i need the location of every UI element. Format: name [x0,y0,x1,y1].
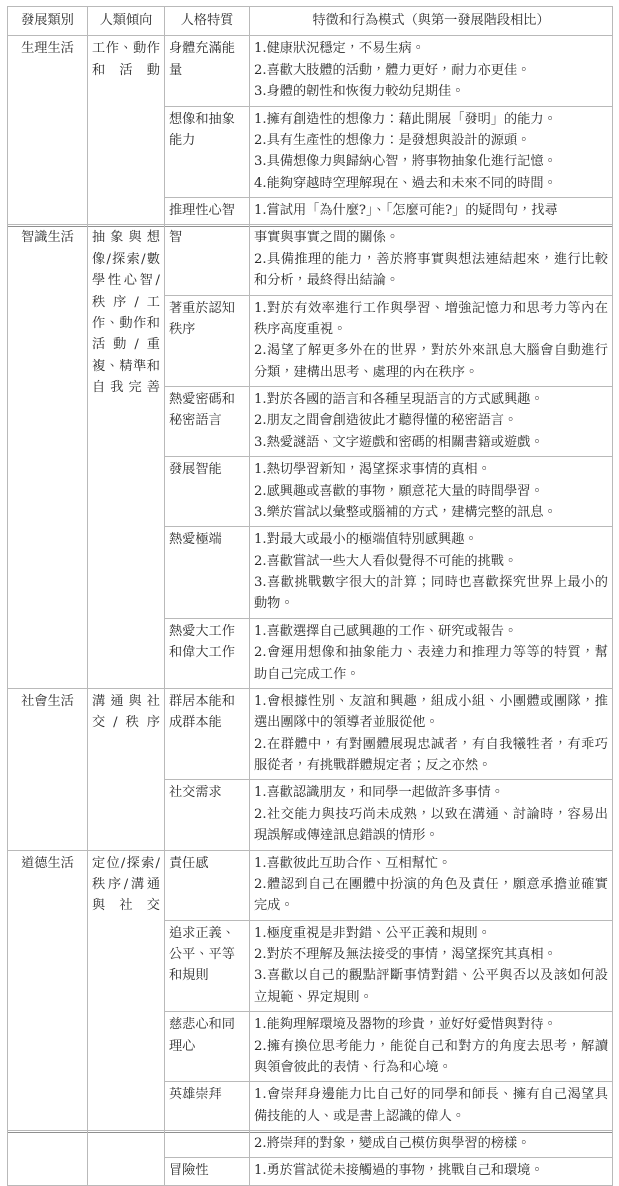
cell-personality-trait: 熱愛極端 [165,527,250,619]
cell-development-category [8,1131,88,1186]
cell-development-category: 生理生活 [8,36,88,225]
cell-development-category: 道德生活 [8,850,88,1131]
table-row [8,850,613,920]
behaviour-description-line: 1.健康狀況穩定，不易生病。 [254,41,425,57]
behaviour-description-line: 1.對於各國的語言和各種呈現語言的方式感興趣。 [254,392,544,407]
cell-human-tendency [88,850,165,1131]
behaviour-description-line: 4.能夠穿越時空理解現在、過去和未來不同的時間。 [254,175,557,191]
column-header-trait: 人格特質 [165,7,250,36]
cell-behaviour-description [250,1158,613,1185]
development-stage-table [7,6,613,1186]
behaviour-description-line: 1.對於有效率進行工作與學習、增強記憶力和思考力等內在秩序高度重視。 [254,300,608,337]
behaviour-description-line: 2.渴望了解更多外在的世界，對於外來訊息大腦會自動進行分類，建構出思考、處理的內在秩序。 [254,343,608,380]
behaviour-description-line: 3.喜歡以自己的觀點評斷事情對錯、公平與否以及該如何設立規範、界定規則。 [254,968,608,1005]
behaviour-description-line: 1.喜歡認識朋友，和同學一起做許多事情。 [254,785,504,801]
cell-personality-trait: 熱愛密碼和秘密語言 [165,387,250,457]
cell-behaviour-description [250,198,613,225]
behaviour-description-line: 2.喜歡嘗試一些大人看似覺得不可能的挑戰。 [254,553,518,569]
cell-human-tendency [88,1131,165,1186]
cell-behaviour-description [250,106,613,198]
cell-personality-trait: 慈悲心和同理心 [165,1012,250,1082]
behaviour-description-line: 2.對於不理解及無法接受的事情，渴望探究其真相。 [254,947,557,962]
table-row [8,36,613,106]
behaviour-description-line: 2.具備推理的能力，善於將事實與想法連結起來，進行比較和分析，最終得出結論。 [254,251,608,289]
cell-personality-trait: 身體充滿能量 [165,36,250,106]
table-row [8,688,613,780]
cell-personality-trait: 群居本能和成群本能 [165,688,250,780]
cell-development-category: 社會生活 [8,688,88,850]
behaviour-description-line: 2.體認到自己在團體中扮演的角色及責任，願意承擔並確實完成。 [254,876,608,914]
cell-personality-trait: 冒險性 [165,1158,250,1185]
cell-personality-trait: 智 [165,225,250,295]
behaviour-description-line: 2.感興趣或喜歡的事物，願意花大量的時間學習。 [254,483,544,499]
cell-human-tendency [88,225,165,689]
cell-behaviour-description [250,1082,613,1131]
behaviour-description-line: 3.身體的韌性和恢復力較幼兒期佳。 [254,84,465,100]
column-header-description: 特徵和行為模式（與第一發展階段相比） [250,7,613,36]
behaviour-description-line: 2.具有生產性的想像力：是發想與設計的源頭。 [254,132,531,148]
table-body [8,36,613,1185]
behaviour-description-line: 1.會崇拜身邊能力比自己好的同學和師長、擁有自己渴望具備技能的人、或是書上認識的偉人。 [254,1087,608,1124]
cell-behaviour-description [250,1012,613,1082]
cell-behaviour-description [250,387,613,457]
cell-behaviour-description [250,780,613,850]
cell-personality-trait: 熱愛大工作和偉大工作 [165,618,250,688]
behaviour-description-line: 2.擁有換位思考能力，能從自己和對方的角度去思考，解讀與領會彼此的表情、行為和心境。 [254,1038,608,1075]
cell-behaviour-description [250,457,613,527]
cell-behaviour-description [250,1131,613,1158]
human-tendency-text: 定位/探索/秩序/溝通與社交 [92,855,160,914]
behaviour-description-line: 3.具備想像力與歸納心智，將事物抽象化進行記憶。 [254,154,557,170]
behaviour-description-line: 1.喜歡彼此互助合作、互相幫忙。 [254,855,452,871]
behaviour-description-line: 3.熱愛謎語、文字遊戲和密碼的相關書籍或遊戲。 [254,434,544,450]
table-header [8,7,613,36]
column-header-tendency: 人類傾向 [88,7,165,36]
behaviour-description-line: 1.擁有創造性的想像力：藉此開展「發明」的能力。 [254,111,557,127]
behaviour-description-line: 1.能夠理解環境及器物的珍貴，並好好愛惜與對待。 [254,1017,557,1033]
cell-behaviour-description [250,618,613,688]
cell-personality-trait: 推理性心智 [165,198,250,225]
behaviour-description-line: 2.朋友之間會創造彼此才聽得懂的秘密語言。 [254,413,518,429]
cell-behaviour-description [250,295,613,387]
cell-behaviour-description [250,688,613,780]
cell-personality-trait: 著重於認知秩序 [165,295,250,387]
cell-personality-trait: 發展智能 [165,457,250,527]
cell-personality-trait [165,1131,250,1158]
cell-behaviour-description [250,850,613,920]
cell-behaviour-description [250,920,613,1012]
behaviour-description-line: 2.喜歡大肢體的活動，體力更好，耐力亦更佳。 [254,62,531,78]
table-row [8,1131,613,1158]
human-tendency-text: 工作、動作和活動 [92,41,160,78]
cell-personality-trait: 追求正義、公平、平等和規則 [165,920,250,1012]
cell-personality-trait: 英雄崇拜 [165,1082,250,1131]
behaviour-description-line: 2.社交能力與技巧尚未成熟，以致在溝通、討論時，容易出現誤解或傳達訊息錯誤的情形。 [254,806,608,844]
cell-personality-trait: 社交需求 [165,780,250,850]
behaviour-description-line: 2.會運用想像和抽象能力、表達力和推理力等等的特質，幫助自己完成工作。 [254,645,608,682]
human-tendency-text: 抽象與想像/探索/數學性心智/秩序/工作、動作和活動/重複、精準和自我完善 [92,230,160,395]
behaviour-description-line: 1.會根據性別、友誼和興趣，組成小組、小團體或團隊，推選出團隊中的領導者並服從他。 [254,693,608,731]
column-header-category: 發展類別 [8,7,88,36]
behaviour-description-line: 事實與事實之間的關係。 [254,230,400,246]
cell-personality-trait: 想像和抽象能力 [165,106,250,198]
behaviour-description-line: 3.喜歡挑戰數字很大的計算；同時也喜歡探究世界上最小的動物。 [254,575,608,612]
behaviour-description-line: 1.極度重視是非對錯、公平正義和規則。 [254,925,491,941]
behaviour-description-line: 2.在群體中，有對團體展現忠誠者，有自我犧牲者，有乖巧服從者，有挑戰群體規定者；反之亦然。 [254,736,608,773]
behaviour-description-line: 1.喜歡選擇自己感興趣的工作、研究或報告。 [254,623,518,639]
behaviour-description-line: 1.熱切學習新知，渴望探求事情的真相。 [254,462,491,478]
cell-behaviour-description [250,225,613,295]
cell-behaviour-description [250,36,613,106]
header-row [8,7,613,36]
behaviour-description-line: 3.樂於嘗試以彙整或腦補的方式，建構完整的訊息。 [254,504,557,520]
cell-human-tendency [88,688,165,850]
behaviour-description-line: 1.嘗試用「為什麼?」、「怎麼可能?」的疑問句，找尋 [254,203,558,218]
cell-personality-trait: 責任感 [165,850,250,920]
behaviour-description-line: 1.勇於嘗試從未接觸過的事物，挑戰自己和環境。 [254,1163,544,1179]
table-row [8,225,613,295]
cell-behaviour-description [250,527,613,619]
behaviour-description-line: 1.對最大或最小的極端值特別感興趣。 [254,532,478,548]
cell-development-category: 智識生活 [8,225,88,689]
human-tendency-text: 溝通與社交/秩序 [92,693,160,731]
behaviour-description-line: 2.將崇拜的對象，變成自己模仿與學習的榜樣。 [254,1136,531,1151]
cell-human-tendency [88,36,165,225]
